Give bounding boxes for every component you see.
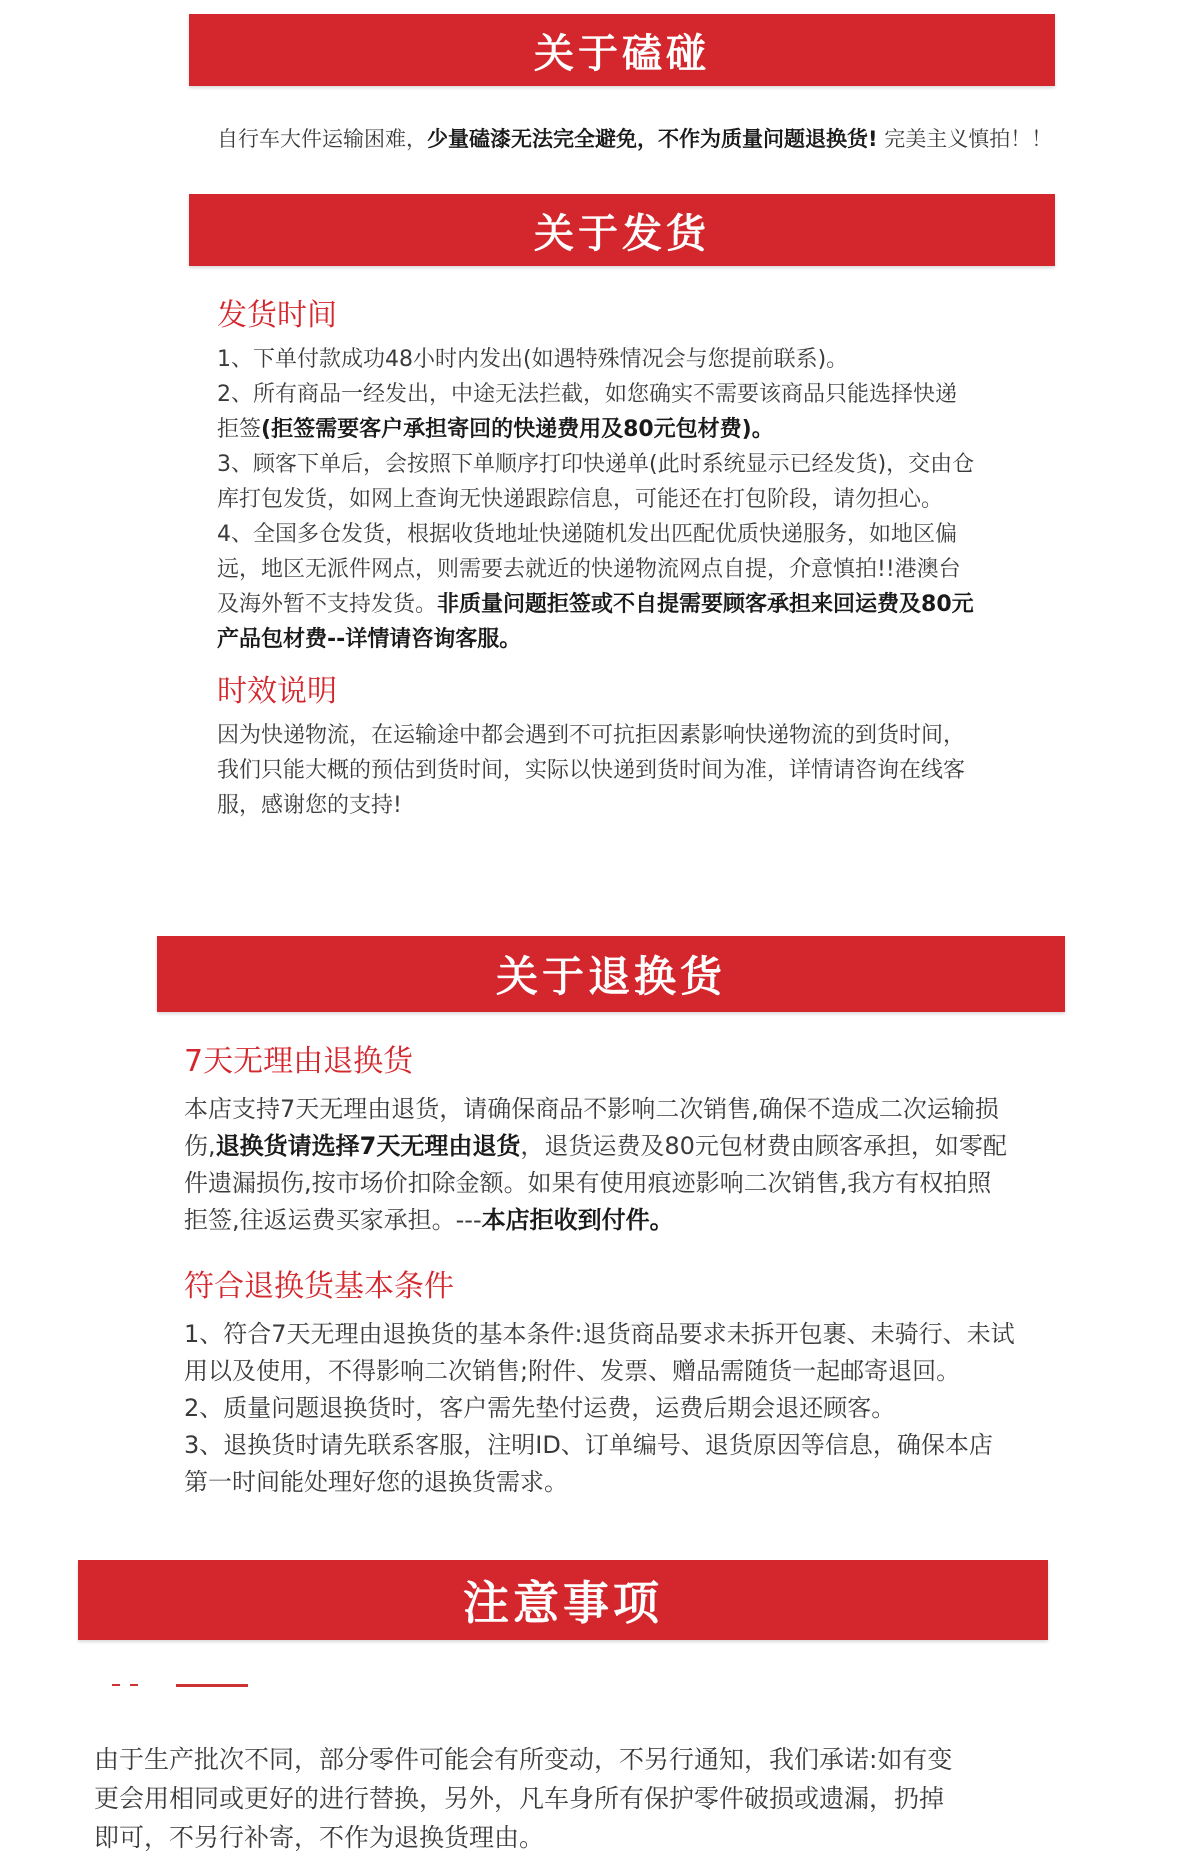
- collision-tail: 完美主义慎拍！！: [877, 127, 1053, 151]
- banner-return: [157, 936, 1065, 1012]
- notice-line: 更会用相同或更好的进行替换，另外，凡车身所有保护零件破损或遗漏，扔掉: [94, 1784, 945, 1813]
- ship-line: 拒签(拒签需要客户承担寄回的快递费用及80元包材费)。: [217, 417, 774, 442]
- conditions-line: 3、退换货时请先联系客服，注明ID、订单编号、退货原因等信息，确保本店: [184, 1431, 993, 1459]
- timeliness-line: 服，感谢您的支持!: [217, 793, 402, 818]
- conditions-heading: 符合退换货基本条件: [184, 1269, 454, 1304]
- banner-return-title: 关于退换货: [495, 952, 726, 1001]
- seven-day-line: 件遗漏损伤,按市场价扣除金额。如果有使用痕迹影响二次销售,我方有权拍照: [184, 1169, 992, 1197]
- banner-shipping: [189, 194, 1055, 266]
- timeliness-line: 我们只能大概的预估到货时间，实际以快递到货时间为准，详情请咨询在线客: [217, 758, 966, 783]
- ship-line: 2、所有商品一经发出，中途无法拦截，如您确实不需要该商品只能选择快递: [217, 382, 957, 407]
- timeliness-line: 因为快递物流，在运输途中都会遇到不可抗拒因素影响快递物流的到货时间，: [217, 723, 966, 748]
- collision-normal: 自行车大件运输困难，: [217, 127, 427, 151]
- banner-shipping-title: 关于发货: [534, 210, 710, 257]
- banner-collision: [189, 14, 1055, 86]
- ship-time-body: [217, 342, 974, 657]
- conditions-line: 用以及使用，不得影响二次销售;附件、发票、赠品需随货一起邮寄退回。: [184, 1357, 961, 1385]
- banner-notice-title: 注意事项: [463, 1576, 663, 1630]
- collision-text: [217, 122, 1052, 157]
- decorative-underline: [176, 1684, 248, 1687]
- conditions-line: 第一时间能处理好您的退换货需求。: [184, 1468, 568, 1496]
- banner-collision-title: 关于磕碰: [534, 30, 710, 77]
- seven-day-line: 伤,退换货请选择7天无理由退货，退货运费及80元包材费由顾客承担，如零配: [184, 1132, 1007, 1160]
- ship-line: 及海外暂不支持发货。非质量问题拒签或不自提需要顾客承担来回运费及80元: [217, 592, 974, 617]
- ship-line: 远，地区无派件网点，则需要去就近的快递物流网点自提，介意慎拍!!港澳台: [217, 557, 961, 582]
- collision-bold: 少量磕漆无法完全避免，不作为质量问题退换货!: [427, 127, 878, 151]
- decorative-dash: [130, 1684, 138, 1686]
- banner-notice: [78, 1560, 1048, 1640]
- notice-line: 即可，不另行补寄，不作为退换货理由。: [94, 1823, 545, 1852]
- ship-line: 4、全国多仓发货，根据收货地址快递随机发出匹配优质快递服务，如地区偏: [217, 522, 957, 547]
- overseas-fee-note: 非质量问题拒签或不自提需要顾客承担来回运费及80元: [437, 592, 974, 617]
- reject-cod-note: 本店拒收到付件。: [481, 1206, 674, 1234]
- seven-day-bold: 退换货请选择7天无理由退货: [215, 1132, 521, 1160]
- seven-day-line: 本店支持7天无理由退货，请确保商品不影响二次销售,确保不造成二次运输损: [184, 1095, 999, 1123]
- ship-line: 产品包材费--详情请咨询客服。: [217, 627, 522, 652]
- ship-line: 1、下单付款成功48小时内发出(如遇特殊情况会与您提前联系)。: [217, 347, 849, 372]
- ship-time-heading: 发货时间: [217, 298, 337, 333]
- seven-day-line: 拒签,往返运费买家承担。---本店拒收到付件。: [184, 1206, 674, 1234]
- ship-line: 3、顾客下单后，会按照下单顺序打印快递单(此时系统显示已经发货)，交由仓: [217, 452, 975, 477]
- notice-line: 由于生产批次不同，部分零件可能会有所变动，不另行通知，我们承诺:如有变: [94, 1745, 953, 1774]
- conditions-line: 1、符合7天无理由退换货的基本条件:退货商品要求未拆开包裹、未骑行、未试: [184, 1320, 1015, 1348]
- conditions-body: [184, 1316, 1015, 1501]
- decorative-dash: [112, 1684, 120, 1686]
- seven-day-heading: 7天无理由退换货: [184, 1044, 414, 1079]
- timeliness-body: [217, 718, 965, 823]
- conditions-line: 2、质量问题退换货时，客户需先垫付运费，运费后期会退还顾客。: [184, 1394, 896, 1422]
- ship-line: 库打包发货，如网上查询无快递跟踪信息，可能还在打包阶段，请勿担心。: [217, 487, 944, 512]
- reject-fee-note: (拒签需要客户承担寄回的快递费用及80元包材费)。: [261, 417, 774, 442]
- seven-day-body: [184, 1091, 1007, 1239]
- notice-body: [94, 1740, 952, 1857]
- timeliness-heading: 时效说明: [217, 674, 337, 709]
